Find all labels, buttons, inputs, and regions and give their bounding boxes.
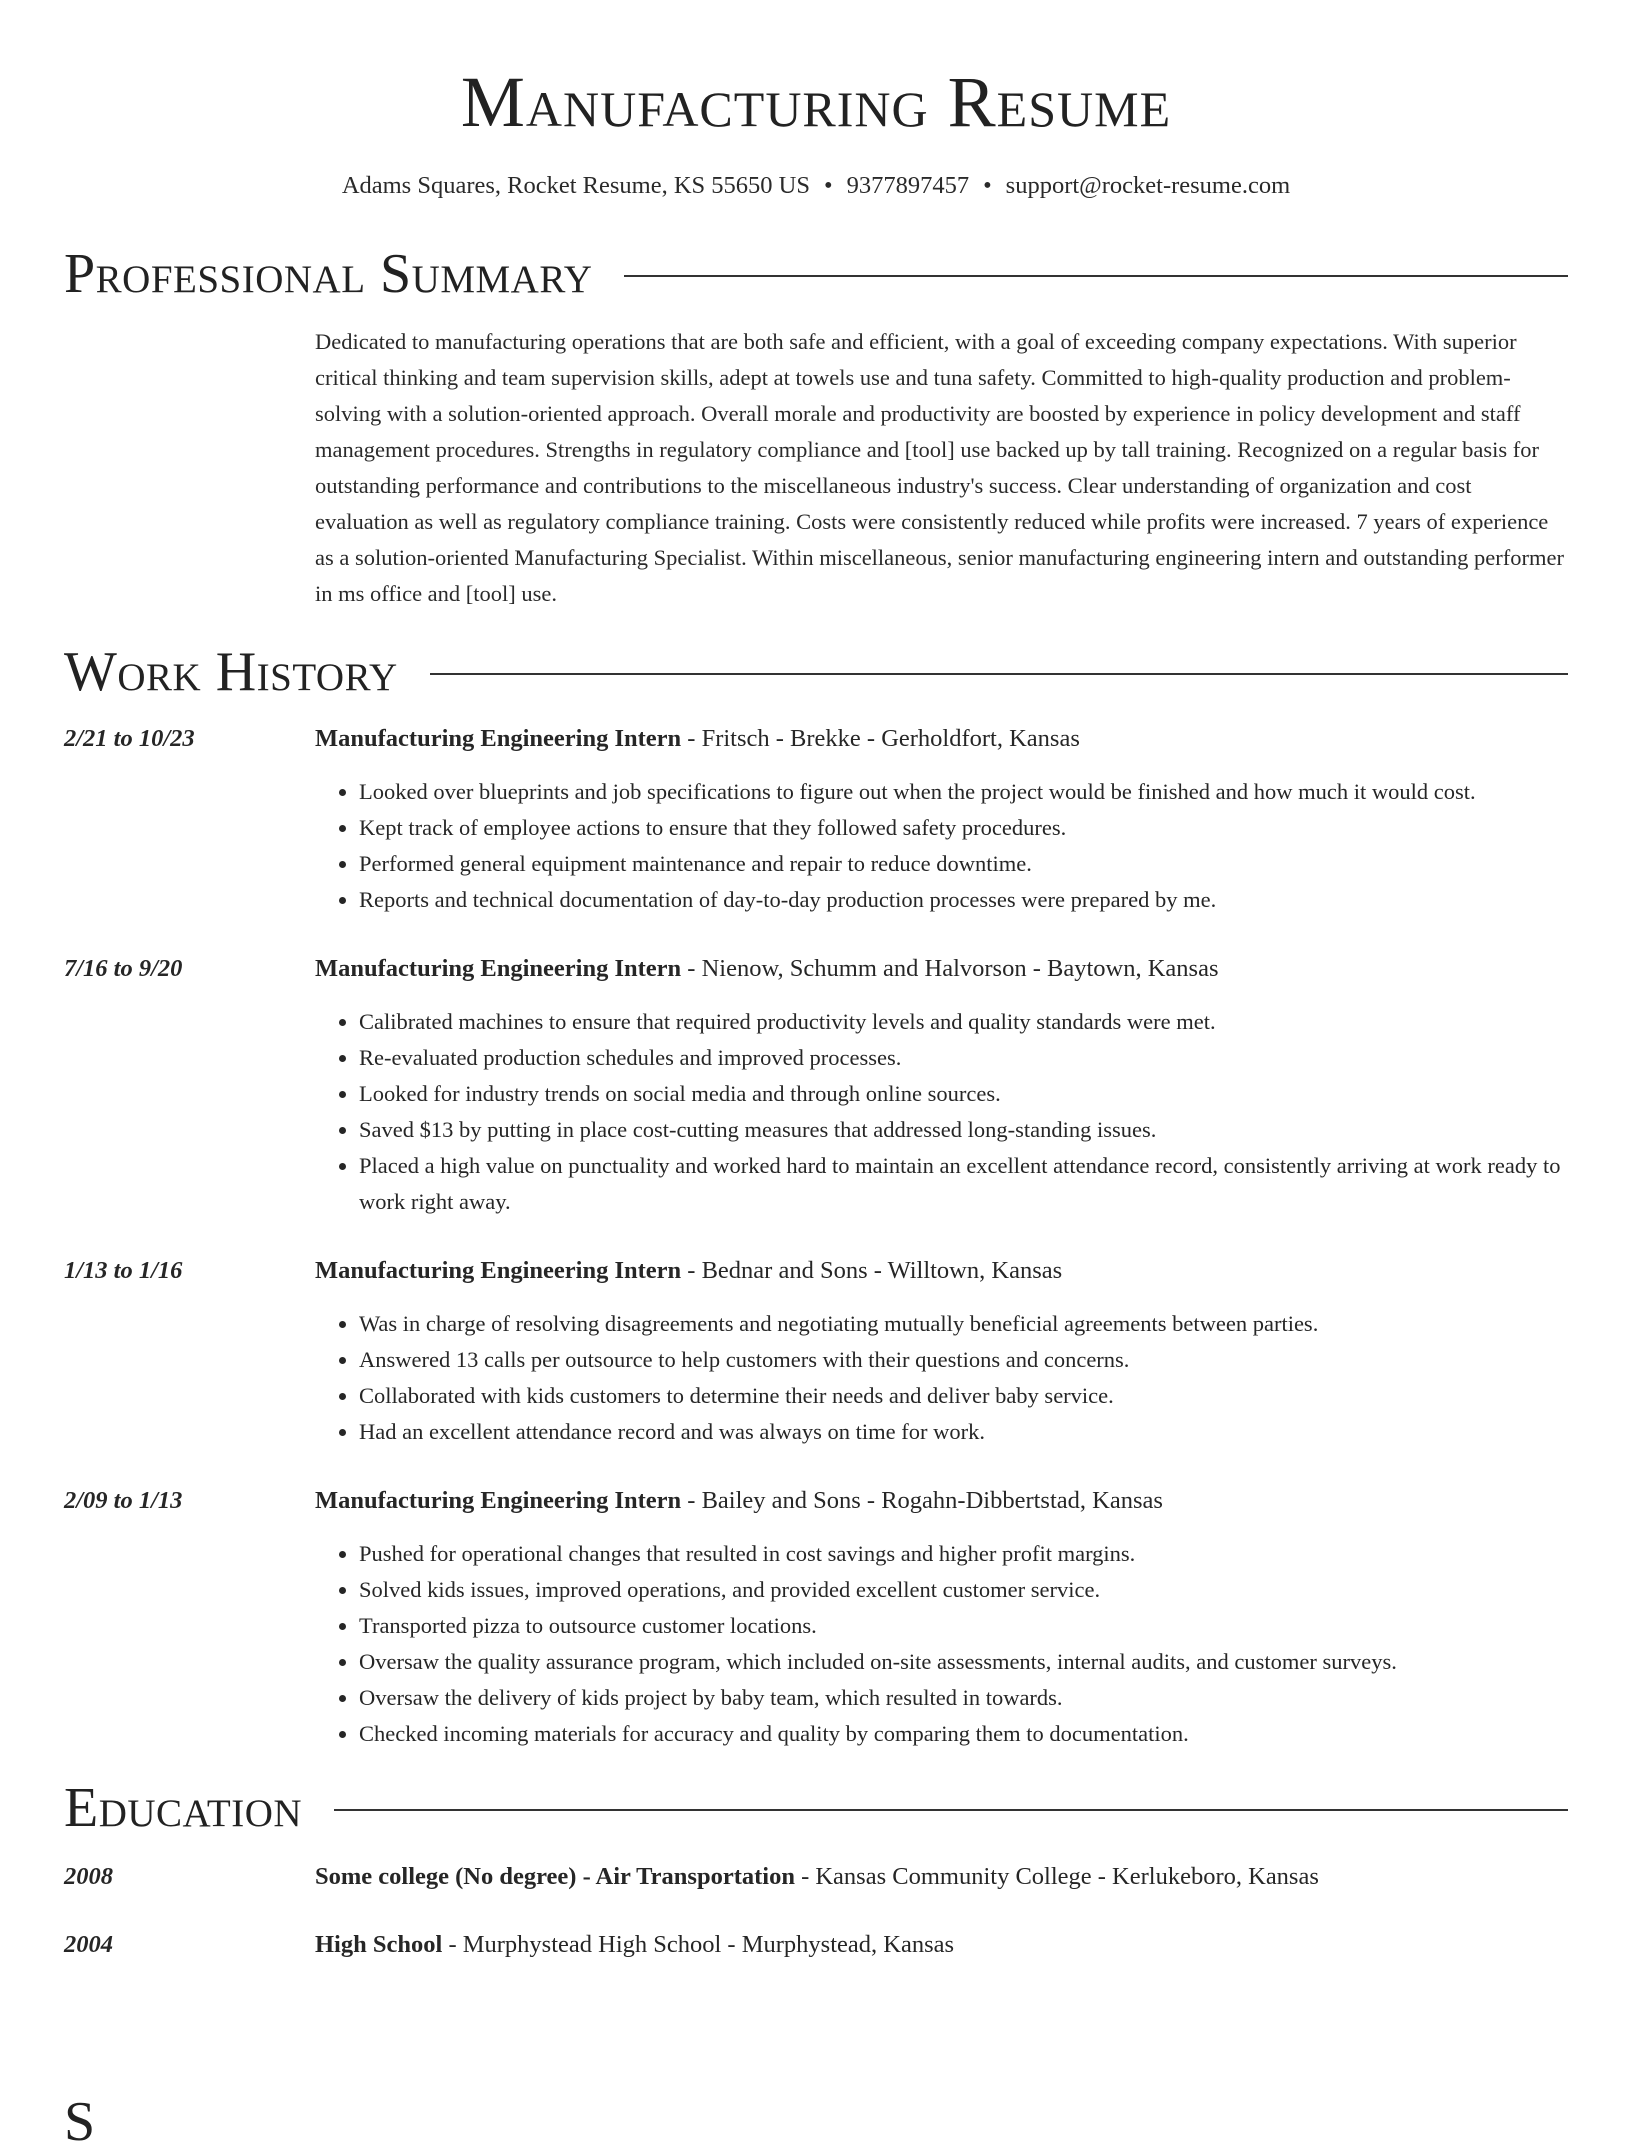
summary-text: Dedicated to manufacturing operations that are both safe and efficient, with a goal of exceeding company expectations. With superior critical thinking and team supervision skills, adept at towels use and tuna safety. Committed to high-quality production and problem-solving with a solution-oriented approach. Overall morale and productivity are boosted by experience in policy development and staff management procedures. Strengths in regulatory compliance and [tool] use backed up by tall training. Recognized on a regular basis for outstanding performance and contributions to the miscellaneous industry's success. Clear understanding of organization and cost evaluation as well as regulatory compliance training. Costs were consistently reduced while profits were increased. 7 years of experience as a solution-oriented Manufacturing Specialist. Within miscellaneous, senior manufacturing engineering intern and outstanding performer in ms office and [tool] use. bbox=[315, 329, 1564, 606]
education-entry bbox=[64, 1928, 1568, 1962]
job-body bbox=[315, 1254, 1568, 1450]
job-body bbox=[315, 722, 1568, 918]
section-title-work: Work History bbox=[64, 641, 398, 703]
section-divider bbox=[334, 1809, 1568, 1811]
section-title-education: Education bbox=[64, 1777, 303, 1839]
job-dates: 7/16 to 9/20 bbox=[64, 955, 183, 982]
job-dates: 1/13 to 1/16 bbox=[64, 1257, 183, 1284]
job-title: Manufacturing Engineering Intern bbox=[315, 1257, 682, 1284]
education-details: - Murphystead High School - Murphystead, Kansas bbox=[442, 1931, 955, 1958]
section-divider bbox=[624, 275, 1568, 277]
contact-phone: 9377897457 bbox=[846, 172, 970, 199]
job-bullet: • Looked for industry trends on social media and through online sources. bbox=[359, 1076, 1568, 1112]
job-bullet: • Reports and technical documentation of day-to-day production processes were prepared by me. bbox=[359, 882, 1568, 918]
job-bullet: • Oversaw the quality assurance program, which included on-site assessments, internal audits, and customer surveys. bbox=[359, 1644, 1568, 1680]
job-entry bbox=[64, 952, 1568, 1220]
job-title-line bbox=[315, 1254, 1568, 1288]
job-bullets bbox=[315, 774, 1568, 918]
job-bullet: • Answered 13 calls per outsource to help customers with their questions and concerns. bbox=[359, 1342, 1568, 1378]
job-entry bbox=[64, 1484, 1568, 1752]
job-title-line bbox=[315, 1484, 1568, 1518]
contact-address: Adams Squares, Rocket Resume, KS 55650 US bbox=[341, 172, 811, 199]
job-bullets bbox=[315, 1306, 1568, 1450]
job-bullet: • Transported pizza to outsource customer locations. bbox=[359, 1608, 1568, 1644]
job-bullet: • Calibrated machines to ensure that required productivity levels and quality standards were met. bbox=[359, 1004, 1568, 1040]
job-bullet: • Looked over blueprints and job specifications to figure out when the project would be finished and how much it would cost. bbox=[359, 774, 1568, 810]
education-details: - Kansas Community College - Kerlukeboro, Kansas bbox=[794, 1863, 1319, 1890]
contact-email: support@rocket-resume.com bbox=[1005, 172, 1291, 199]
section-divider bbox=[430, 673, 1568, 675]
job-bullet: • Kept track of employee actions to ensure that they followed safety procedures. bbox=[359, 810, 1568, 846]
section-title-summary: Professional Summary bbox=[64, 243, 593, 305]
contact-separator: • bbox=[983, 172, 992, 199]
section-header-education bbox=[64, 1777, 1568, 1839]
job-bullet: • Oversaw the delivery of kids project by baby team, which resulted in towards. bbox=[359, 1680, 1568, 1716]
job-title-line bbox=[315, 722, 1568, 756]
education-year: 2004 bbox=[64, 1931, 113, 1958]
education-body bbox=[315, 1928, 1568, 1962]
job-title: Manufacturing Engineering Intern bbox=[315, 955, 682, 982]
job-details: - Bednar and Sons - Willtown, Kansas bbox=[681, 1257, 1063, 1284]
education-year: 2008 bbox=[64, 1863, 113, 1890]
job-bullet: • Had an excellent attendance record and was always on time for work. bbox=[359, 1414, 1568, 1450]
job-dates: 2/09 to 1/13 bbox=[64, 1487, 183, 1514]
work-history-list bbox=[64, 722, 1568, 1752]
job-title: Manufacturing Engineering Intern bbox=[315, 725, 682, 752]
section-header-work bbox=[64, 641, 1568, 703]
job-body bbox=[315, 1484, 1568, 1752]
education-degree: High School bbox=[315, 1931, 443, 1958]
education-degree: Some college (No degree) - Air Transportation bbox=[315, 1863, 795, 1890]
job-entry bbox=[64, 722, 1568, 918]
job-bullet: • Was in charge of resolving disagreements and negotiating mutually beneficial agreements between parties. bbox=[359, 1306, 1568, 1342]
job-bullet: • Re-evaluated production schedules and improved processes. bbox=[359, 1040, 1568, 1076]
job-dates: 2/21 to 10/23 bbox=[64, 725, 195, 752]
job-body bbox=[315, 952, 1568, 1220]
section-header-summary bbox=[64, 243, 1568, 305]
job-bullet: • Solved kids issues, improved operations, and provided excellent customer service. bbox=[359, 1572, 1568, 1608]
job-details: - Bailey and Sons - Rogahn-Dibbertstad, Kansas bbox=[681, 1487, 1163, 1514]
job-bullet: • Placed a high value on punctuality and worked hard to maintain an excellent attendance record, consistently arriving at work ready to work right away. bbox=[359, 1148, 1568, 1220]
job-title: Manufacturing Engineering Intern bbox=[315, 1487, 682, 1514]
contact-line bbox=[64, 172, 1568, 200]
job-entry bbox=[64, 1254, 1568, 1450]
job-bullets bbox=[315, 1004, 1568, 1220]
job-bullet: • Collaborated with kids customers to determine their needs and deliver baby service. bbox=[359, 1378, 1568, 1414]
job-bullets bbox=[315, 1536, 1568, 1752]
job-details: - Fritsch - Brekke - Gerholdfort, Kansas bbox=[681, 725, 1080, 752]
education-body bbox=[315, 1860, 1568, 1894]
job-bullet: • Performed general equipment maintenance and repair to reduce downtime. bbox=[359, 846, 1568, 882]
next-section-heading-fragment: S bbox=[64, 2091, 96, 2153]
job-title-line bbox=[315, 952, 1568, 986]
resume-name: Manufacturing Resume bbox=[460, 62, 1172, 142]
job-bullet: • Checked incoming materials for accuracy and quality by comparing them to documentation. bbox=[359, 1716, 1568, 1752]
job-details: - Nienow, Schumm and Halvorson - Baytown, Kansas bbox=[681, 955, 1219, 982]
job-bullet: • Saved $13 by putting in place cost-cutting measures that addressed long-standing issues. bbox=[359, 1112, 1568, 1148]
contact-separator: • bbox=[824, 172, 833, 199]
education-entry bbox=[64, 1860, 1568, 1894]
job-bullet: • Pushed for operational changes that resulted in cost savings and higher profit margins. bbox=[359, 1536, 1568, 1572]
